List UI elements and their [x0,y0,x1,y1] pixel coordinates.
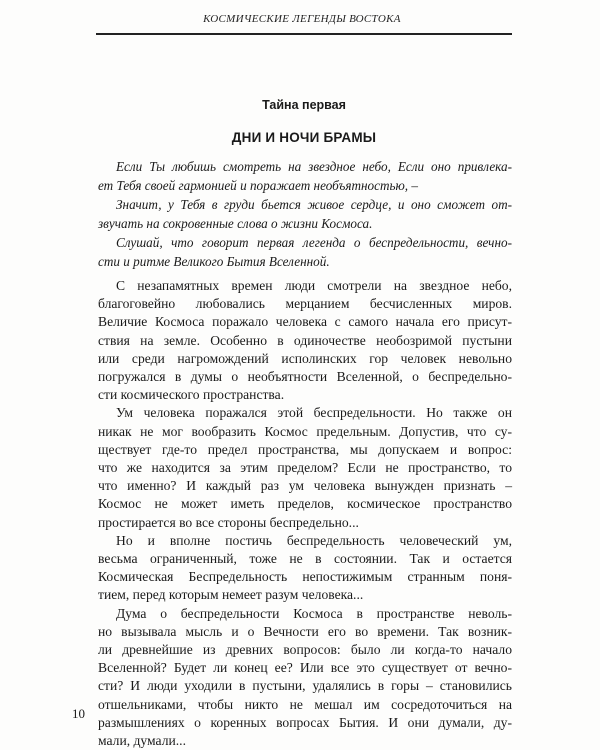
body-line: что же находится за этим пределом? Если не пространство, то [98,460,512,476]
epigraph-line: звучать на сокровенные слова о жизни Космоса. [98,216,373,231]
body-line: ществует где-то предел пространства, мы допускаем и вопрос: [98,441,512,457]
body-line: погружался в думы о необъятности Вселенной, о беспредельно- [98,369,512,385]
body-line: благоговейно любовались мерцанием бесчисленных миров. [98,296,512,312]
body-line: Величие Космоса поражало человека с самого начала его присут- [98,314,512,330]
epigraph-line: сти и ритме Великого Бытия Вселенной. [98,254,330,269]
epigraph-line: Слушай, что говорит первая легенда о беспредельности, вечно- [116,235,512,250]
body-line: Ум человека поражался этой беспредельности. Но также он [116,405,512,421]
epigraph-line: Если Ты любишь смотреть на звездное небо, Если оно привлека- [116,159,512,174]
body-line: Но и вполне постичь беспредельность человеческий ум, [116,532,512,548]
header-rule [96,33,512,35]
body-line: ли древнейшие из древних вопросов: было ли когда-то начало [98,642,512,658]
body-line: размышлениях о коренных вопросах Бытия. И они думали, ду- [98,714,512,730]
epigraph-line: Значит, у Тебя в груди бьется живое сердце, и оно сможет от- [116,197,512,212]
body-line: тием, перед которым немеет разум человека... [98,587,364,603]
body-line: сти космического пространства. [98,387,285,403]
body-line: или среди нагромождений исполинских гор человек невольно [98,350,512,366]
body-line: С незапамятных времен люди смотрели на звездное небо, [116,278,512,293]
body-line: Дума о беспредельности Космоса в пространстве неволь- [116,605,512,621]
body-line: что именно? И каждый раз ум человека вынужден признать – [98,478,512,494]
body-line: мали, думали... [98,733,186,749]
body-line: никак не мог вообразить Космос предельным. Допустив, что су- [98,423,512,439]
epigraph [98,157,512,271]
body-line: но вызывала мысль и о Вечности его во времени. Так возник- [98,623,512,639]
body-line: весьма ограниченный, тоже не в состоянии. Так и остается [98,551,512,567]
body-line: отшельниками, чтобы никто не мешал им сосредоточиться на [98,696,512,712]
body-text [98,277,512,750]
page-number: 10 [72,706,85,721]
body-line: Космическая Беспредельность непостижимым странным поня- [98,569,512,585]
body-line: Космос не может иметь пределов, космическое пространство [98,496,512,512]
epigraph-line: ет Тебя своей гармонией и поражает необъятностью, – [98,178,418,193]
running-header: КОСМИЧЕСКИЕ ЛЕГЕНДЫ ВОСТОКА [203,13,401,25]
body-line: простирается во все стороны беспредельно... [98,514,359,530]
body-line: Вселенной? Будет ли конец ее? Или все это существует от вечно- [98,660,512,676]
body-line: сти? И люди уходили в пустыни, удалялись в горы – становились [98,678,512,694]
chapter-title: ДНИ И НОЧИ БРАМЫ [231,130,377,145]
section-label: Тайна первая [262,98,346,112]
body-line: ствия на земле. Особенно в одиночестве необозримой пустыни [98,332,512,348]
